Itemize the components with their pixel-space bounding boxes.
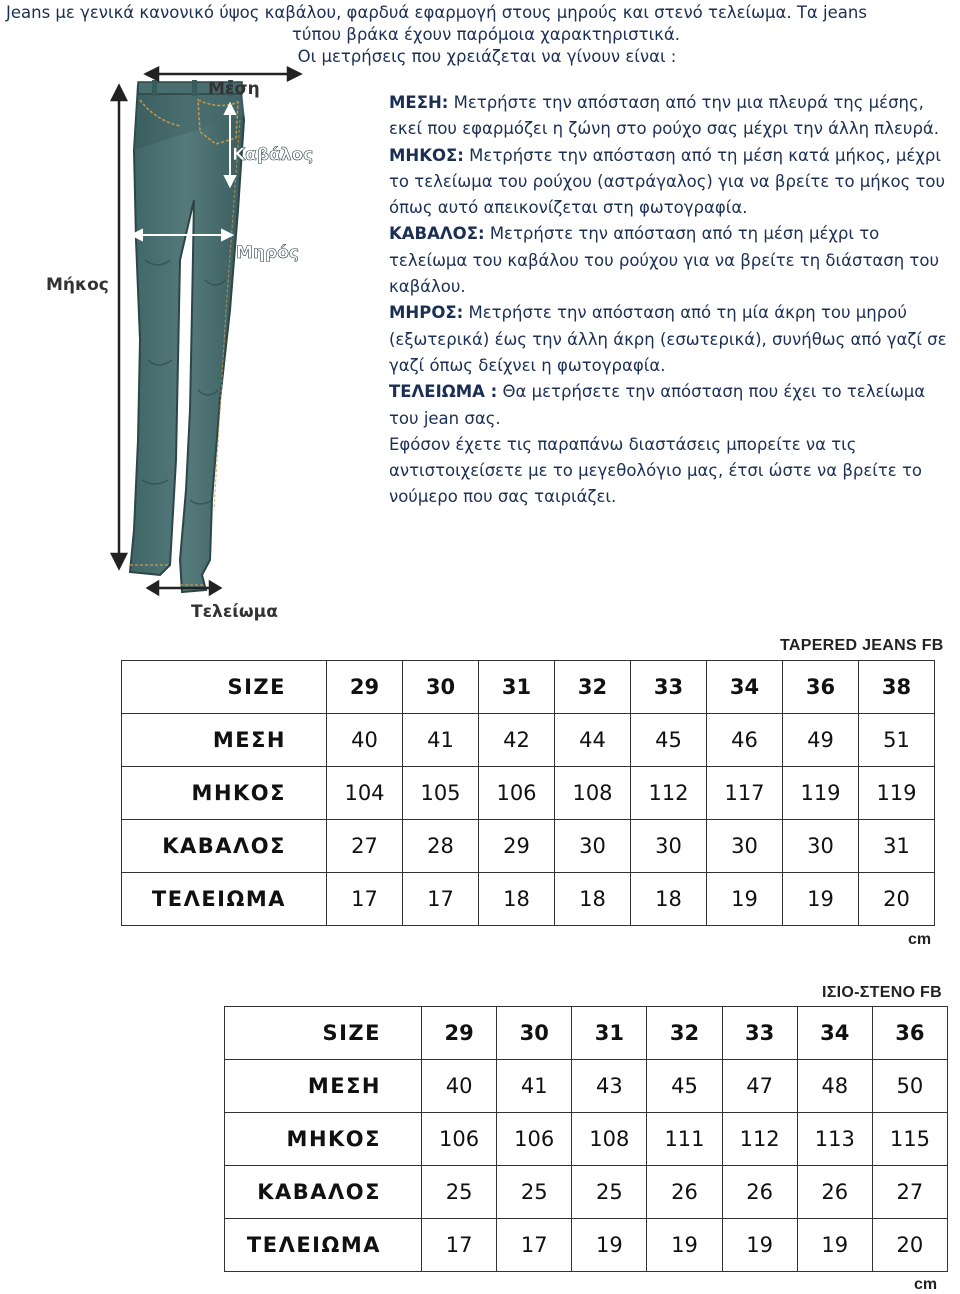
thigh-label: Μηρός (236, 243, 299, 263)
desc-hem (389, 379, 959, 432)
value-cell: 27 (872, 1166, 947, 1219)
size-cell: 30 (497, 1007, 572, 1060)
value-cell: 19 (572, 1219, 647, 1272)
table2-unit: cm (914, 1276, 938, 1293)
desc-thigh (389, 300, 959, 379)
value-cell: 20 (872, 1219, 947, 1272)
desc-text: Μετρήστε την απόσταση από την μια πλευρά της μέσης, εκεί που εφαρμόζει η ζώνη στο ρούχο σας μέχρι την άλλη πλευρά. (389, 93, 940, 139)
size-table-tapered (121, 660, 935, 926)
size-cell: 32 (647, 1007, 722, 1060)
row-label: ΤΕΛΕΙΩΜΑ (225, 1219, 422, 1272)
value-cell: 40 (327, 714, 403, 767)
table-row (225, 1166, 948, 1219)
length-label: Μήκος (46, 275, 109, 295)
value-cell: 18 (479, 873, 555, 926)
row-label: ΚΑΒΑΛΟΣ (225, 1166, 422, 1219)
rise-label: Καβάλος (232, 145, 314, 165)
jeans-measurement-illustration (30, 60, 320, 630)
size-cell: 30 (403, 661, 479, 714)
table-row (225, 1060, 948, 1113)
value-cell: 108 (555, 767, 631, 820)
value-cell: 113 (797, 1113, 872, 1166)
value-cell: 30 (783, 820, 859, 873)
size-cell: 34 (707, 661, 783, 714)
table-row (122, 767, 935, 820)
desc-text: Εφόσον έχετε τις παραπάνω διαστάσεις μπορείτε να τις αντιστοιχείσετε με το μεγεθολόγιο μας, έτσι ώστε να βρείτε το νούμερο που σας ταιριάζει. (389, 434, 922, 507)
value-cell: 106 (497, 1113, 572, 1166)
desc-term: ΚΑΒΑΛΟΣ: (389, 224, 485, 244)
value-cell: 43 (572, 1060, 647, 1113)
size-cell: 36 (783, 661, 859, 714)
value-cell: 119 (859, 767, 935, 820)
hem-label: Τελείωμα (191, 602, 278, 622)
value-cell: 117 (707, 767, 783, 820)
value-cell: 45 (631, 714, 707, 767)
size-cell: 32 (555, 661, 631, 714)
desc-waist (389, 90, 959, 143)
row-label: ΜΕΣΗ (122, 714, 327, 767)
size-cell: 29 (422, 1007, 497, 1060)
intro-line-1: Jeans με γενικά κανονικό ύψος καβάλου, φαρδυά εφαρμογή στους μηρούς και στενό τελείωμα. Τα jeans (6, 3, 867, 22)
measurement-descriptions (389, 90, 959, 511)
size-header-label: SIZE (122, 661, 327, 714)
size-cell: 31 (479, 661, 555, 714)
value-cell: 31 (859, 820, 935, 873)
size-header-label: SIZE (225, 1007, 422, 1060)
desc-term: ΜΗΚΟΣ: (389, 145, 464, 165)
size-cell: 36 (872, 1007, 947, 1060)
value-cell: 30 (555, 820, 631, 873)
value-cell: 46 (707, 714, 783, 767)
desc-text: Μετρήστε την απόσταση από τη μέση μέχρι το τελείωμα του καβάλου του ρούχου για να βρείτε τη διάσταση του καβάλου. (389, 224, 939, 297)
table2-title: ΙΣΙΟ-ΣΤΕΝΟ FB (822, 984, 942, 1001)
table-header-row (122, 661, 935, 714)
value-cell: 119 (783, 767, 859, 820)
row-label: ΜΕΣΗ (225, 1060, 422, 1113)
value-cell: 17 (327, 873, 403, 926)
intro-line-2: τύπου βράκα έχουν παρόμοια χαρακτηριστικά. (291, 25, 680, 44)
value-cell: 26 (797, 1166, 872, 1219)
table-header-row (225, 1007, 948, 1060)
value-cell: 17 (422, 1219, 497, 1272)
size-table-straight-slim (224, 1006, 948, 1272)
value-cell: 112 (722, 1113, 797, 1166)
row-label: ΚΑΒΑΛΟΣ (122, 820, 327, 873)
value-cell: 104 (327, 767, 403, 820)
value-cell: 28 (403, 820, 479, 873)
size-cell: 33 (722, 1007, 797, 1060)
value-cell: 29 (479, 820, 555, 873)
value-cell: 45 (647, 1060, 722, 1113)
value-cell: 30 (707, 820, 783, 873)
value-cell: 41 (497, 1060, 572, 1113)
size-table-body (225, 1007, 948, 1272)
table-row (122, 820, 935, 873)
desc-length (389, 143, 959, 222)
jeans-shape (130, 80, 244, 592)
value-cell: 19 (707, 873, 783, 926)
value-cell: 40 (422, 1060, 497, 1113)
table-row (122, 714, 935, 767)
value-cell: 26 (722, 1166, 797, 1219)
value-cell: 42 (479, 714, 555, 767)
value-cell: 111 (647, 1113, 722, 1166)
value-cell: 41 (403, 714, 479, 767)
size-cell: 33 (631, 661, 707, 714)
waist-label: Μέση (208, 79, 260, 99)
size-cell: 29 (327, 661, 403, 714)
size-table-body (122, 661, 935, 926)
row-label: ΜΗΚΟΣ (225, 1113, 422, 1166)
size-cell: 34 (797, 1007, 872, 1060)
desc-term: ΜΕΣΗ: (389, 93, 449, 112)
value-cell: 18 (555, 873, 631, 926)
value-cell: 47 (722, 1060, 797, 1113)
value-cell: 105 (403, 767, 479, 820)
desc-rise (389, 221, 959, 300)
desc-text: Μετρήστε την απόσταση από τη μέση κατά μήκος, μέχρι το τελείωμα του ρούχου (αστράγαλος) για να βρείτε το μήκος του όπως αυτό απεικονίζεται στη φωτογραφία. (389, 145, 946, 218)
value-cell: 26 (647, 1166, 722, 1219)
value-cell: 50 (872, 1060, 947, 1113)
value-cell: 25 (422, 1166, 497, 1219)
value-cell: 19 (647, 1219, 722, 1272)
value-cell: 51 (859, 714, 935, 767)
size-cell: 38 (859, 661, 935, 714)
value-cell: 20 (859, 873, 935, 926)
value-cell: 25 (497, 1166, 572, 1219)
table1-unit: cm (908, 931, 932, 948)
value-cell: 19 (797, 1219, 872, 1272)
value-cell: 106 (422, 1113, 497, 1166)
value-cell: 115 (872, 1113, 947, 1166)
value-cell: 106 (479, 767, 555, 820)
size-cell: 31 (572, 1007, 647, 1060)
value-cell: 30 (631, 820, 707, 873)
table-row (225, 1113, 948, 1166)
value-cell: 27 (327, 820, 403, 873)
row-label: ΤΕΛΕΙΩΜΑ (122, 873, 327, 926)
table1-title: TAPERED JEANS FB (780, 637, 944, 654)
row-label: ΜΗΚΟΣ (122, 767, 327, 820)
value-cell: 49 (783, 714, 859, 767)
desc-term: ΤΕΛΕΙΩΜΑ : (389, 382, 498, 402)
value-cell: 112 (631, 767, 707, 820)
desc-conclusion (389, 432, 959, 511)
value-cell: 108 (572, 1113, 647, 1166)
desc-text: Θα μετρήσετε την απόσταση που έχει το τελείωμα του jean σας. (389, 382, 926, 428)
desc-term: ΜΗΡΟΣ: (389, 303, 464, 323)
table-row (122, 873, 935, 926)
desc-text: Μετρήστε την απόσταση από τη μία άκρη του μηρού (εξωτερικά) έως την άλλη άκρη (εσωτερικά), συνήθως από γαζί σε γαζί όπως δείχνει η φωτογραφία. (389, 303, 947, 375)
intro-text (6, 2, 956, 68)
value-cell: 17 (403, 873, 479, 926)
value-cell: 17 (497, 1219, 572, 1272)
table-row (225, 1219, 948, 1272)
value-cell: 25 (572, 1166, 647, 1219)
value-cell: 19 (722, 1219, 797, 1272)
value-cell: 44 (555, 714, 631, 767)
value-cell: 18 (631, 873, 707, 926)
value-cell: 19 (783, 873, 859, 926)
intro-line-3: Οι μετρήσεις που χρειάζεται να γίνουν είναι : (297, 47, 677, 66)
length-arrow (112, 86, 126, 568)
value-cell: 48 (797, 1060, 872, 1113)
